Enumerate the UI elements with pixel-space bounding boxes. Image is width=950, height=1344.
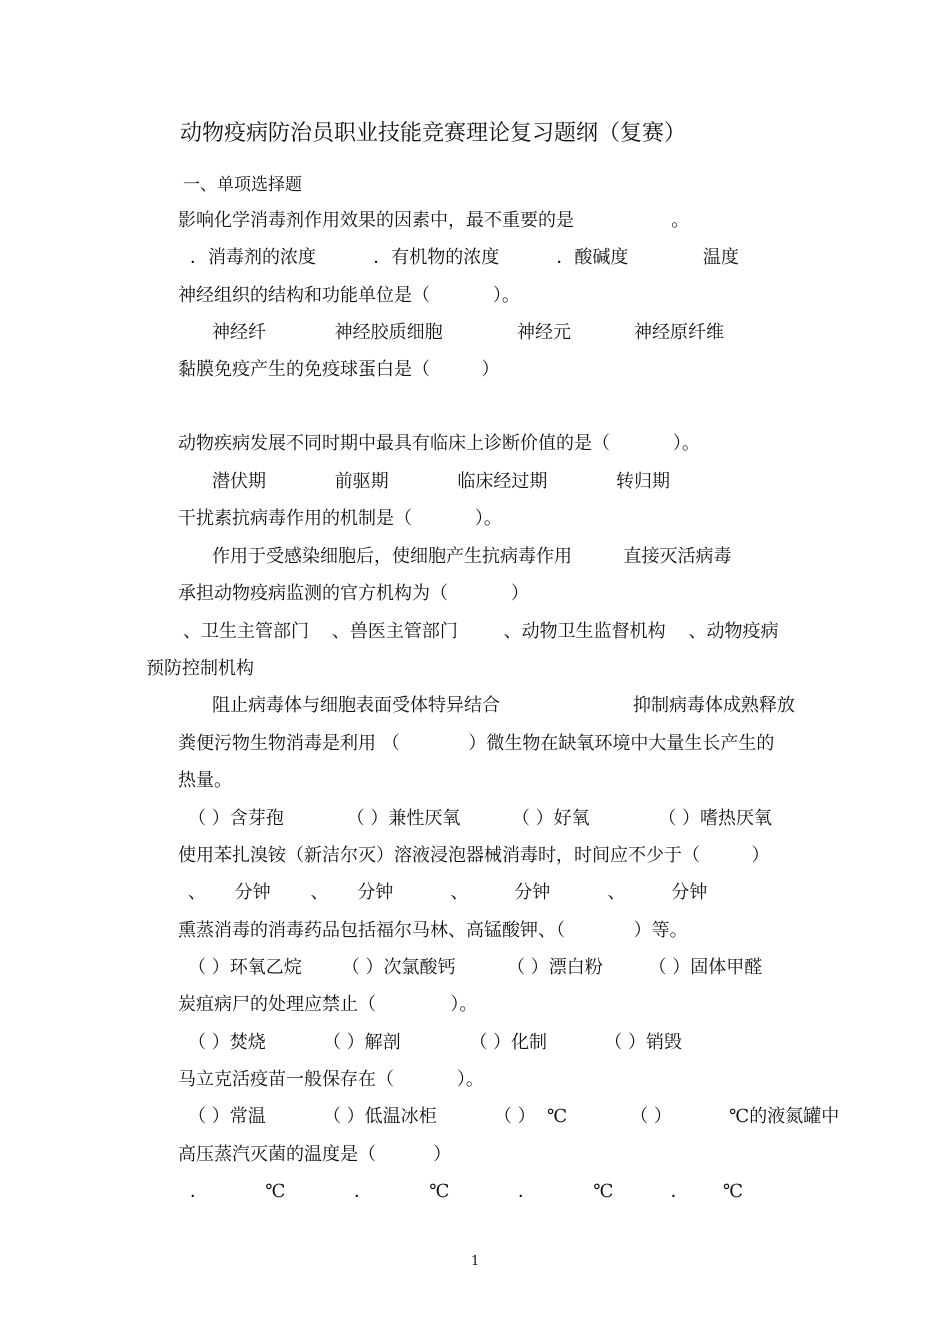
option-line: （ ）含芽孢 （ ）兼性厌氧 （ ）好氧 （ ）嗜热厌氧 — [188, 808, 772, 829]
option-line: 、卫生主管部门 、兽医主管部门 、动物卫生监督机构 、动物疫病 — [183, 621, 779, 642]
option-line: （ ）焚烧 （ ）解剖 （ ）化制 （ ）销毁 — [188, 1032, 682, 1053]
question-line: 神经组织的结构和功能单位是（ ）。 — [178, 285, 520, 306]
question-line: 粪便污物生物消毒是利用 （ ）微生物在缺氧环境中大量生长产生的 — [178, 733, 775, 754]
question-line: 使用苯扎溴铵（新洁尔灭）溶液浸泡器械消毒时，时间应不少于（ ） — [178, 845, 770, 866]
option-line: 作用于受感染细胞后，使细胞产生抗病毒作用 直接灭活病毒 — [212, 546, 732, 567]
option-line: ． ℃ ． ℃ ． ℃ ． ℃ — [190, 1181, 744, 1202]
question-line: 热量。 — [178, 770, 232, 791]
question-line: 熏蒸消毒的消毒药品包括福尔马林、高锰酸钾、（ ）等。 — [178, 920, 688, 941]
question-line: 承担动物疫病监测的官方机构为（ ） — [178, 583, 529, 604]
question-line: 影响化学消毒剂作用效果的因素中，最不重要的是 。 — [178, 210, 690, 231]
option-line: 、 分钟 、 分钟 、 分钟 、 分钟 — [188, 882, 708, 903]
section-heading: 一、单项选择题 — [183, 175, 302, 195]
question-line: 动物疾病发展不同时期中最具有临床上诊断价值的是（ ）。 — [178, 433, 700, 454]
document-title: 动物疫病防治员职业技能竞赛理论复习题纲（复赛） — [180, 121, 687, 146]
question-line: 马立克活疫苗一般保存在（ ）。 — [178, 1069, 484, 1090]
option-line: 潜伏期 前驱期 临床经过期 转归期 — [212, 471, 670, 492]
option-line: ．消毒剂的浓度 ．有机物的浓度 ．酸碱度 温度 — [190, 247, 739, 268]
question-line: 炭疽病尸的处理应禁止（ ）。 — [178, 994, 478, 1015]
question-line: 干扰素抗病毒作用的机制是（ ）。 — [178, 508, 502, 529]
option-line: 预防控制机构 — [146, 658, 254, 679]
option-line: 阻止病毒体与细胞表面受体特异结合 — [212, 695, 500, 716]
question-line: 黏膜免疫产生的免疫球蛋白是（ ） — [178, 359, 500, 380]
question-line: 高压蒸汽灭菌的温度是（ ） — [178, 1144, 452, 1165]
option-line: （ ）环氧乙烷 （ ）次氯酸钙 （ ）漂白粉 （ ）固体甲醛 — [188, 957, 763, 978]
option-line: （ ）常温 （ ）低温冰柜 （ ） ℃ （ ） ℃的液氮罐中 — [188, 1106, 840, 1127]
option-line: 抑制病毒体成熟释放 — [633, 695, 795, 716]
page-number: 1 — [471, 1254, 480, 1269]
option-line: 神经纤 神经胶质细胞 神经元 神经原纤维 — [212, 322, 724, 343]
